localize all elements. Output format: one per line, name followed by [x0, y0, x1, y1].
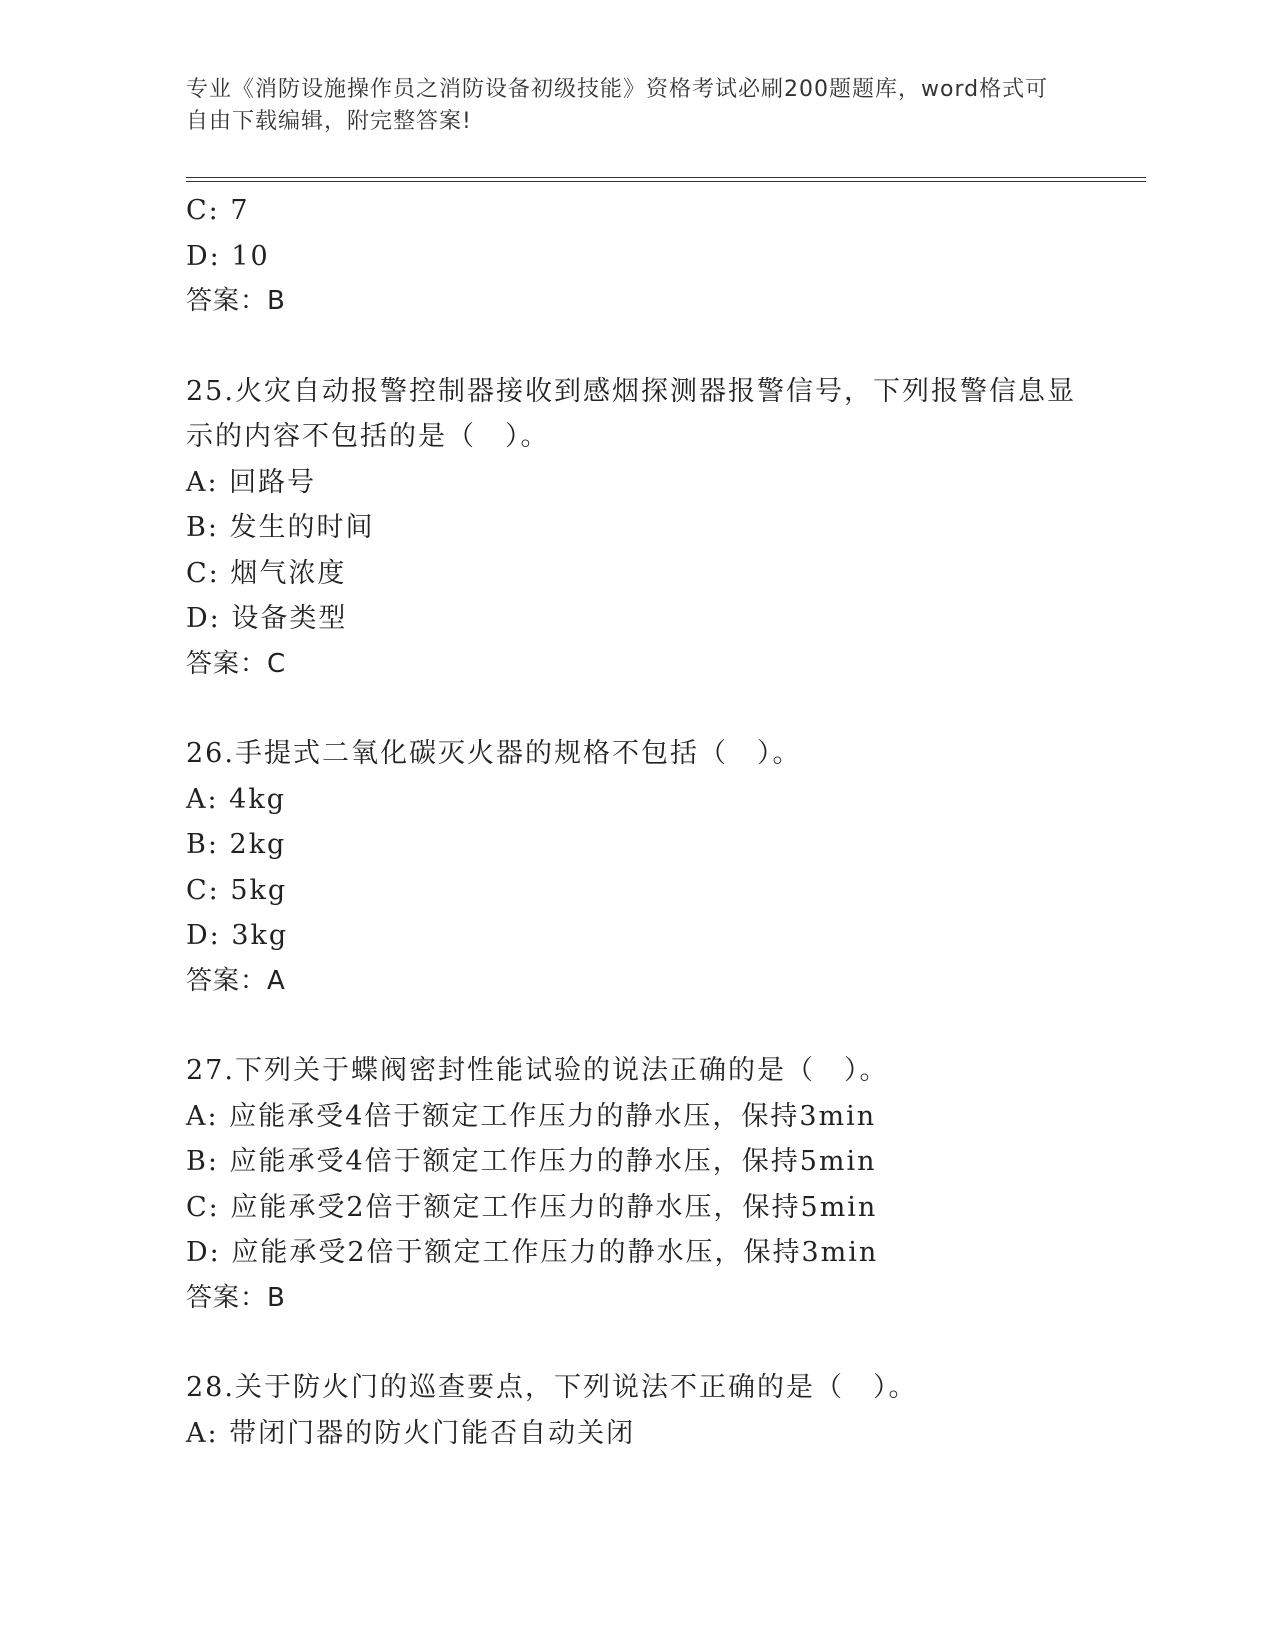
question-content	[186, 188, 1146, 1456]
option-d: D: 10	[186, 240, 270, 272]
answer: 答案：B	[186, 286, 286, 316]
option-d: D: 设备类型	[186, 603, 348, 634]
question-text: 示的内容不包括的是（ ）。	[186, 421, 550, 452]
option-b: B: 发生的时间	[186, 512, 375, 543]
question-text: 26.手提式二氧化碳灭火器的规格不包括（ ）。	[186, 738, 802, 769]
question-text: 25.火灾自动报警控制器接收到感烟探测器报警信号，下列报警信息显	[186, 375, 1076, 407]
option-d: D: 应能承受2倍于额定工作压力的静水压，保持3min	[186, 1237, 879, 1268]
header-rule-top	[186, 177, 1146, 178]
option-a: A: 应能承受4倍于额定工作压力的静水压，保持3min	[186, 1100, 877, 1132]
option-d: D: 3kg	[186, 920, 289, 951]
option-b: B: 应能承受4倍于额定工作压力的静水压，保持5min	[186, 1146, 877, 1177]
option-a: A: 4kg	[186, 783, 287, 815]
question-text: 28.关于防火门的巡查要点，下列说法不正确的是（ ）。	[186, 1372, 918, 1403]
answer: 答案：A	[186, 965, 286, 996]
option-b: B: 2kg	[186, 829, 287, 860]
question-text: 27.下列关于蝶阀密封性能试验的说法正确的是（ ）。	[186, 1055, 889, 1086]
option-a: A: 带闭门器的防火门能否自动关闭	[186, 1417, 636, 1449]
option-c: C: 5kg	[186, 874, 288, 906]
option-a: A: 回路号	[186, 466, 317, 498]
answer: 答案：B	[186, 1282, 286, 1313]
page-header: 专业《消防设施操作员之消防设备初级技能》资格考试必刷200题题库，word格式可自由下载编辑，附完整答案!	[186, 77, 1049, 134]
answer: 答案：C	[186, 648, 287, 679]
option-c: C: 应能承受2倍于额定工作压力的静水压，保持5min	[186, 1191, 878, 1223]
option-c: C: 烟气浓度	[186, 557, 347, 589]
option-c: C: 7	[186, 195, 250, 226]
header-rule-bottom	[186, 181, 1146, 182]
